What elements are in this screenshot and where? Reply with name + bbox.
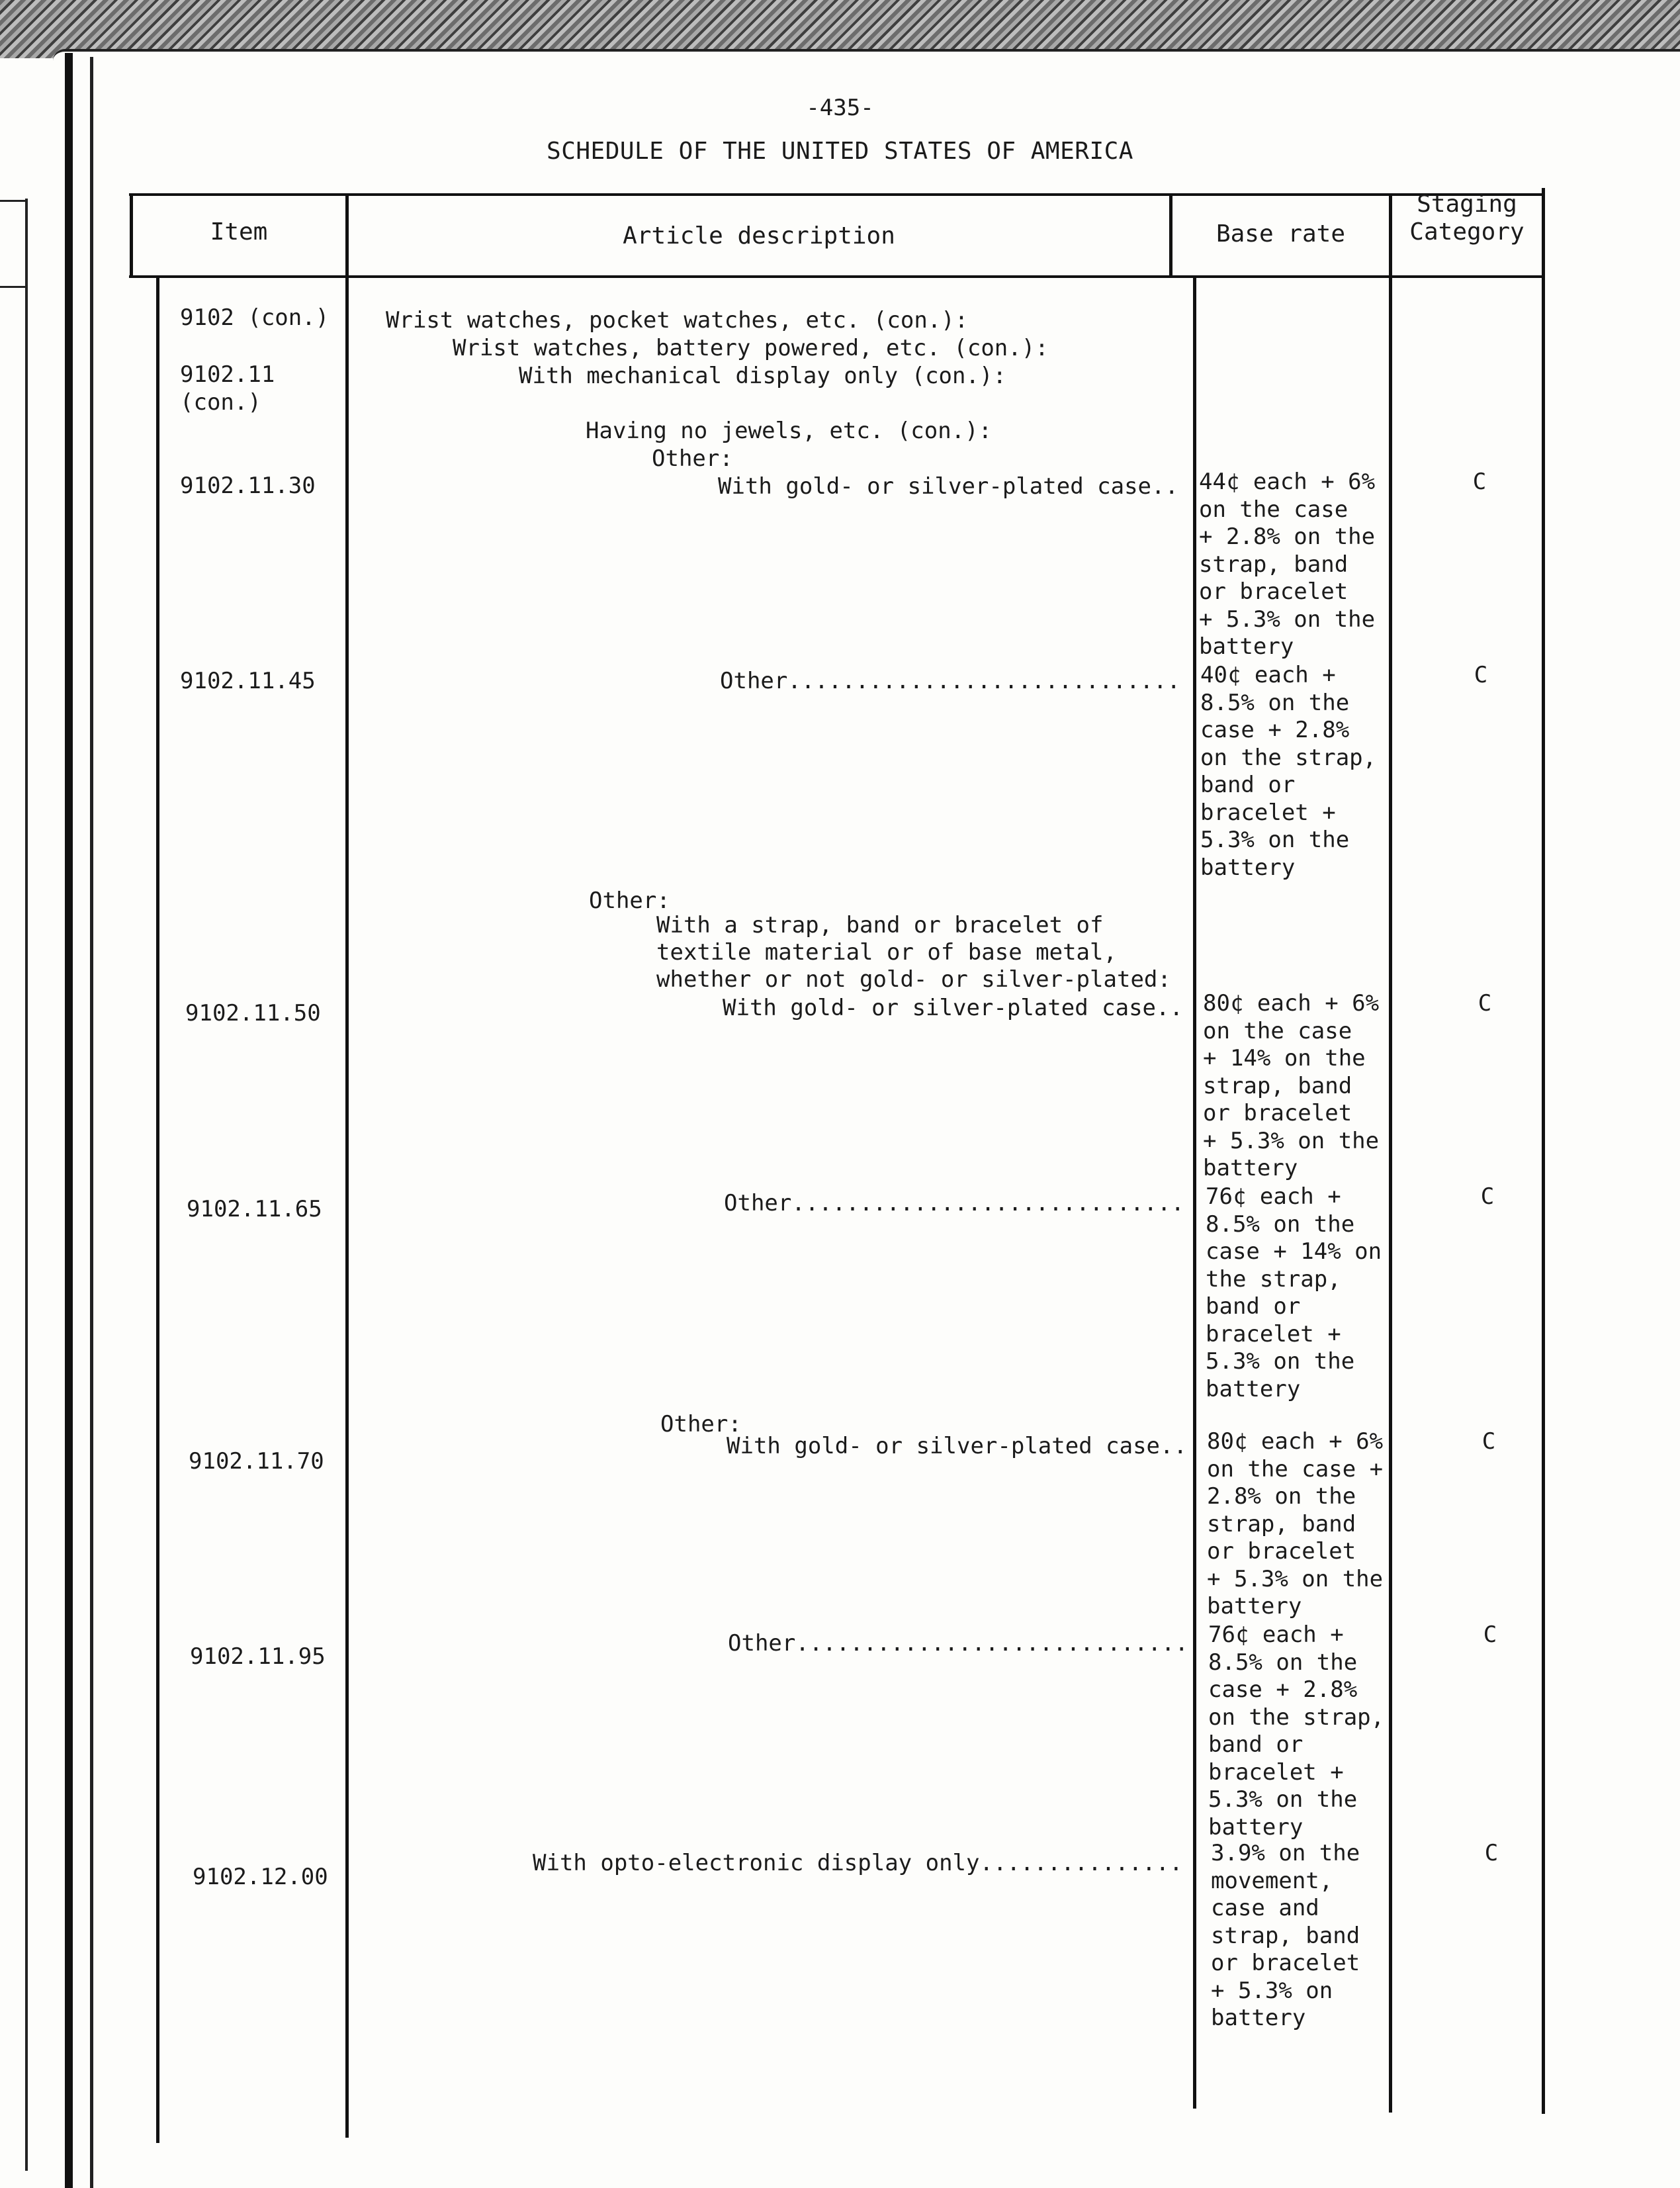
heading-item: (con.) — [180, 389, 261, 416]
column-header-description: Article description — [623, 222, 895, 250]
table-top-border — [129, 193, 1544, 196]
heading-desc: Other: — [589, 888, 670, 914]
row-staging: C — [1483, 1621, 1497, 1648]
row-base-rate: 76¢ each + 8.5% on the case + 2.8% on the strap, band or bracelet + 5.3% on the battery — [1208, 1621, 1385, 1841]
page-margin-line — [90, 57, 93, 2188]
column-header-item: Item — [210, 218, 268, 246]
row-staging: C — [1474, 662, 1488, 688]
page-top-edge — [53, 49, 1680, 61]
row-description: With gold- or silver-plated case.. — [723, 995, 1183, 1021]
heading-desc: Other: — [660, 1411, 742, 1437]
table-right-border — [1542, 188, 1545, 2114]
heading-desc: textile material or of base metal, — [656, 939, 1117, 966]
row-description: Other............................. — [724, 1190, 1184, 1216]
row-description: With gold- or silver-plated case.. — [718, 473, 1178, 500]
heading-desc: Other: — [652, 445, 733, 472]
staging-header-line1: Staging — [1417, 191, 1517, 218]
row-base-rate: 76¢ each + 8.5% on the case + 14% on the strap, band or bracelet + 5.3% on the battery — [1206, 1183, 1382, 1402]
heading-item: 9102 (con.) — [180, 304, 330, 331]
heading-desc: Having no jewels, etc. (con.): — [586, 418, 993, 444]
row-staging: C — [1484, 1840, 1499, 1866]
row-staging: C — [1481, 1428, 1496, 1455]
page-binding — [65, 53, 73, 2188]
row-description: Other............................. — [728, 1630, 1188, 1657]
row-base-rate: 40¢ each + 8.5% on the case + 2.8% on the strap, band or bracelet + 5.3% on the battery — [1200, 662, 1377, 881]
column-divider-item — [345, 195, 349, 2138]
row-base-rate: 80¢ each + 6% on the case + 14% on the strap, band or bracelet + 5.3% on the battery — [1203, 990, 1380, 1181]
page-number: -435- — [806, 95, 874, 121]
row-item-code: 9102.11.50 — [185, 1000, 321, 1026]
column-divider-description — [1193, 277, 1196, 2109]
column-header-base-rate: Base rate — [1216, 220, 1346, 248]
heading-desc: With mechanical display only (con.): — [519, 363, 1006, 389]
staging-header-line2: Category — [1409, 218, 1525, 246]
row-base-rate: 80¢ each + 6% on the case + 2.8% on the strap, band or bracelet + 5.3% on the battery — [1207, 1428, 1384, 1619]
heading-item: 9102.11 — [180, 361, 275, 388]
row-staging: C — [1472, 469, 1487, 495]
row-staging: C — [1480, 1183, 1495, 1210]
heading-desc: Wrist watches, pocket watches, etc. (con.): — [386, 307, 969, 334]
row-item-code: 9102.11.95 — [190, 1643, 326, 1670]
column-header-staging — [1392, 191, 1542, 246]
heading-desc: Wrist watches, battery powered, etc. (con.): — [453, 335, 1049, 361]
table-left-border-lower — [156, 277, 159, 2143]
header-bottom-border — [129, 275, 1544, 278]
page-title: SCHEDULE OF THE UNITED STATES OF AMERICA — [547, 138, 1133, 165]
row-base-rate: 3.9% on the movement, case and strap, band or bracelet + 5.3% on battery — [1211, 1840, 1360, 2031]
row-item-code: 9102.11.70 — [189, 1448, 324, 1475]
previous-page-rule — [0, 286, 26, 288]
row-item-code: 9102.11.45 — [180, 668, 316, 694]
heading-desc: whether or not gold- or silver-plated: — [656, 966, 1171, 993]
row-item-code: 9102.11.30 — [180, 473, 316, 499]
row-item-code: 9102.11.65 — [187, 1196, 322, 1222]
row-base-rate: 44¢ each + 6% on the case + 2.8% on the strap, band or bracelet + 5.3% on the battery — [1199, 469, 1376, 660]
row-description: Other............................. — [720, 668, 1180, 694]
row-item-code: 9102.12.00 — [193, 1864, 328, 1890]
previous-page-rule — [0, 200, 26, 202]
row-description: With opto-electronic display only............... — [533, 1850, 1183, 1876]
row-staging: C — [1478, 990, 1492, 1017]
row-description: With gold- or silver-plated case.. — [727, 1433, 1187, 1459]
heading-desc: With a strap, band or bracelet of — [656, 912, 1104, 938]
previous-page-edge — [25, 199, 28, 2171]
